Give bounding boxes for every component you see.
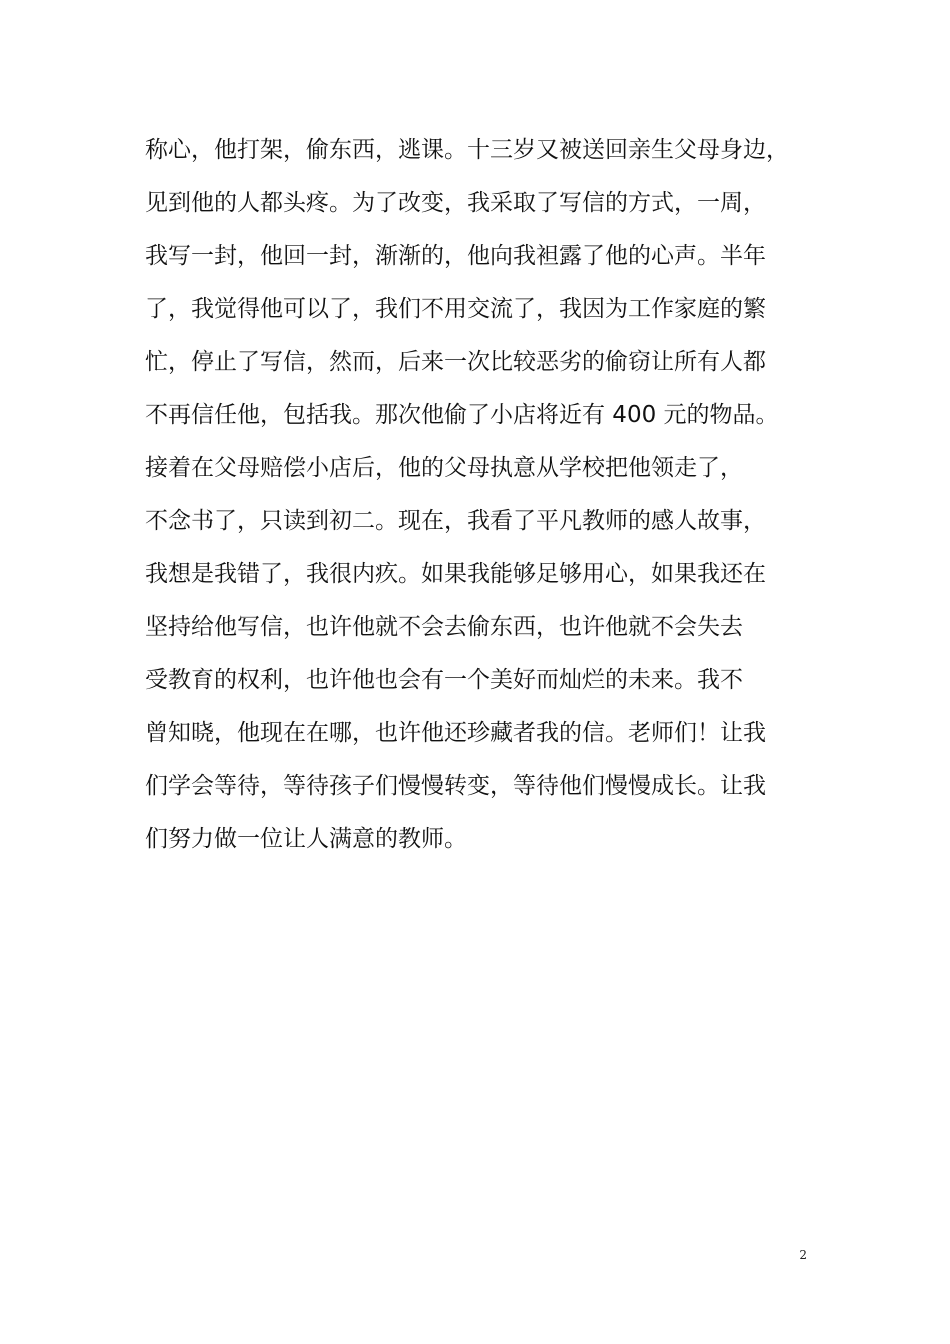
text-line: 见到他的人都头疼。为了改变，我采取了写信的方式，一周， — [145, 190, 766, 216]
page-number: 2 — [799, 1248, 807, 1262]
text-line: 曾知晓，他现在在哪，也许他还珍藏者我的信。老师们！让我 — [145, 720, 766, 746]
text-line: 坚持给他写信，也许他就不会去偷东西，也许他就不会失去 — [145, 614, 743, 640]
text-line: 不再信任他，包括我。那次他偷了小店将近有 400 元的物品。 — [145, 402, 779, 428]
text-line: 们努力做一位让人满意的教师。 — [145, 826, 467, 852]
body-text — [145, 124, 825, 866]
text-line: 接着在父母赔偿小店后，他的父母执意从学校把他领走了， — [145, 455, 743, 481]
text-line: 们学会等待，等待孩子们慢慢转变，等待他们慢慢成长。让我 — [145, 773, 766, 799]
text-line: 我写一封，他回一封，渐渐的，他向我袒露了他的心声。半年 — [145, 243, 766, 269]
text-line: 我想是我错了，我很内疚。如果我能够足够用心，如果我还在 — [145, 561, 766, 587]
text-line: 了，我觉得他可以了，我们不用交流了，我因为工作家庭的繁 — [145, 296, 766, 322]
text-line: 受教育的权利，也许他也会有一个美好而灿烂的未来。我不 — [145, 667, 743, 693]
text-line: 忙，停止了写信，然而，后来一次比较恶劣的偷窃让所有人都 — [145, 349, 766, 375]
text-line: 称心，他打架，偷东西，逃课。十三岁又被送回亲生父母身边， — [145, 137, 789, 163]
text-line: 不念书了，只读到初二。现在，我看了平凡教师的感人故事， — [145, 508, 766, 534]
